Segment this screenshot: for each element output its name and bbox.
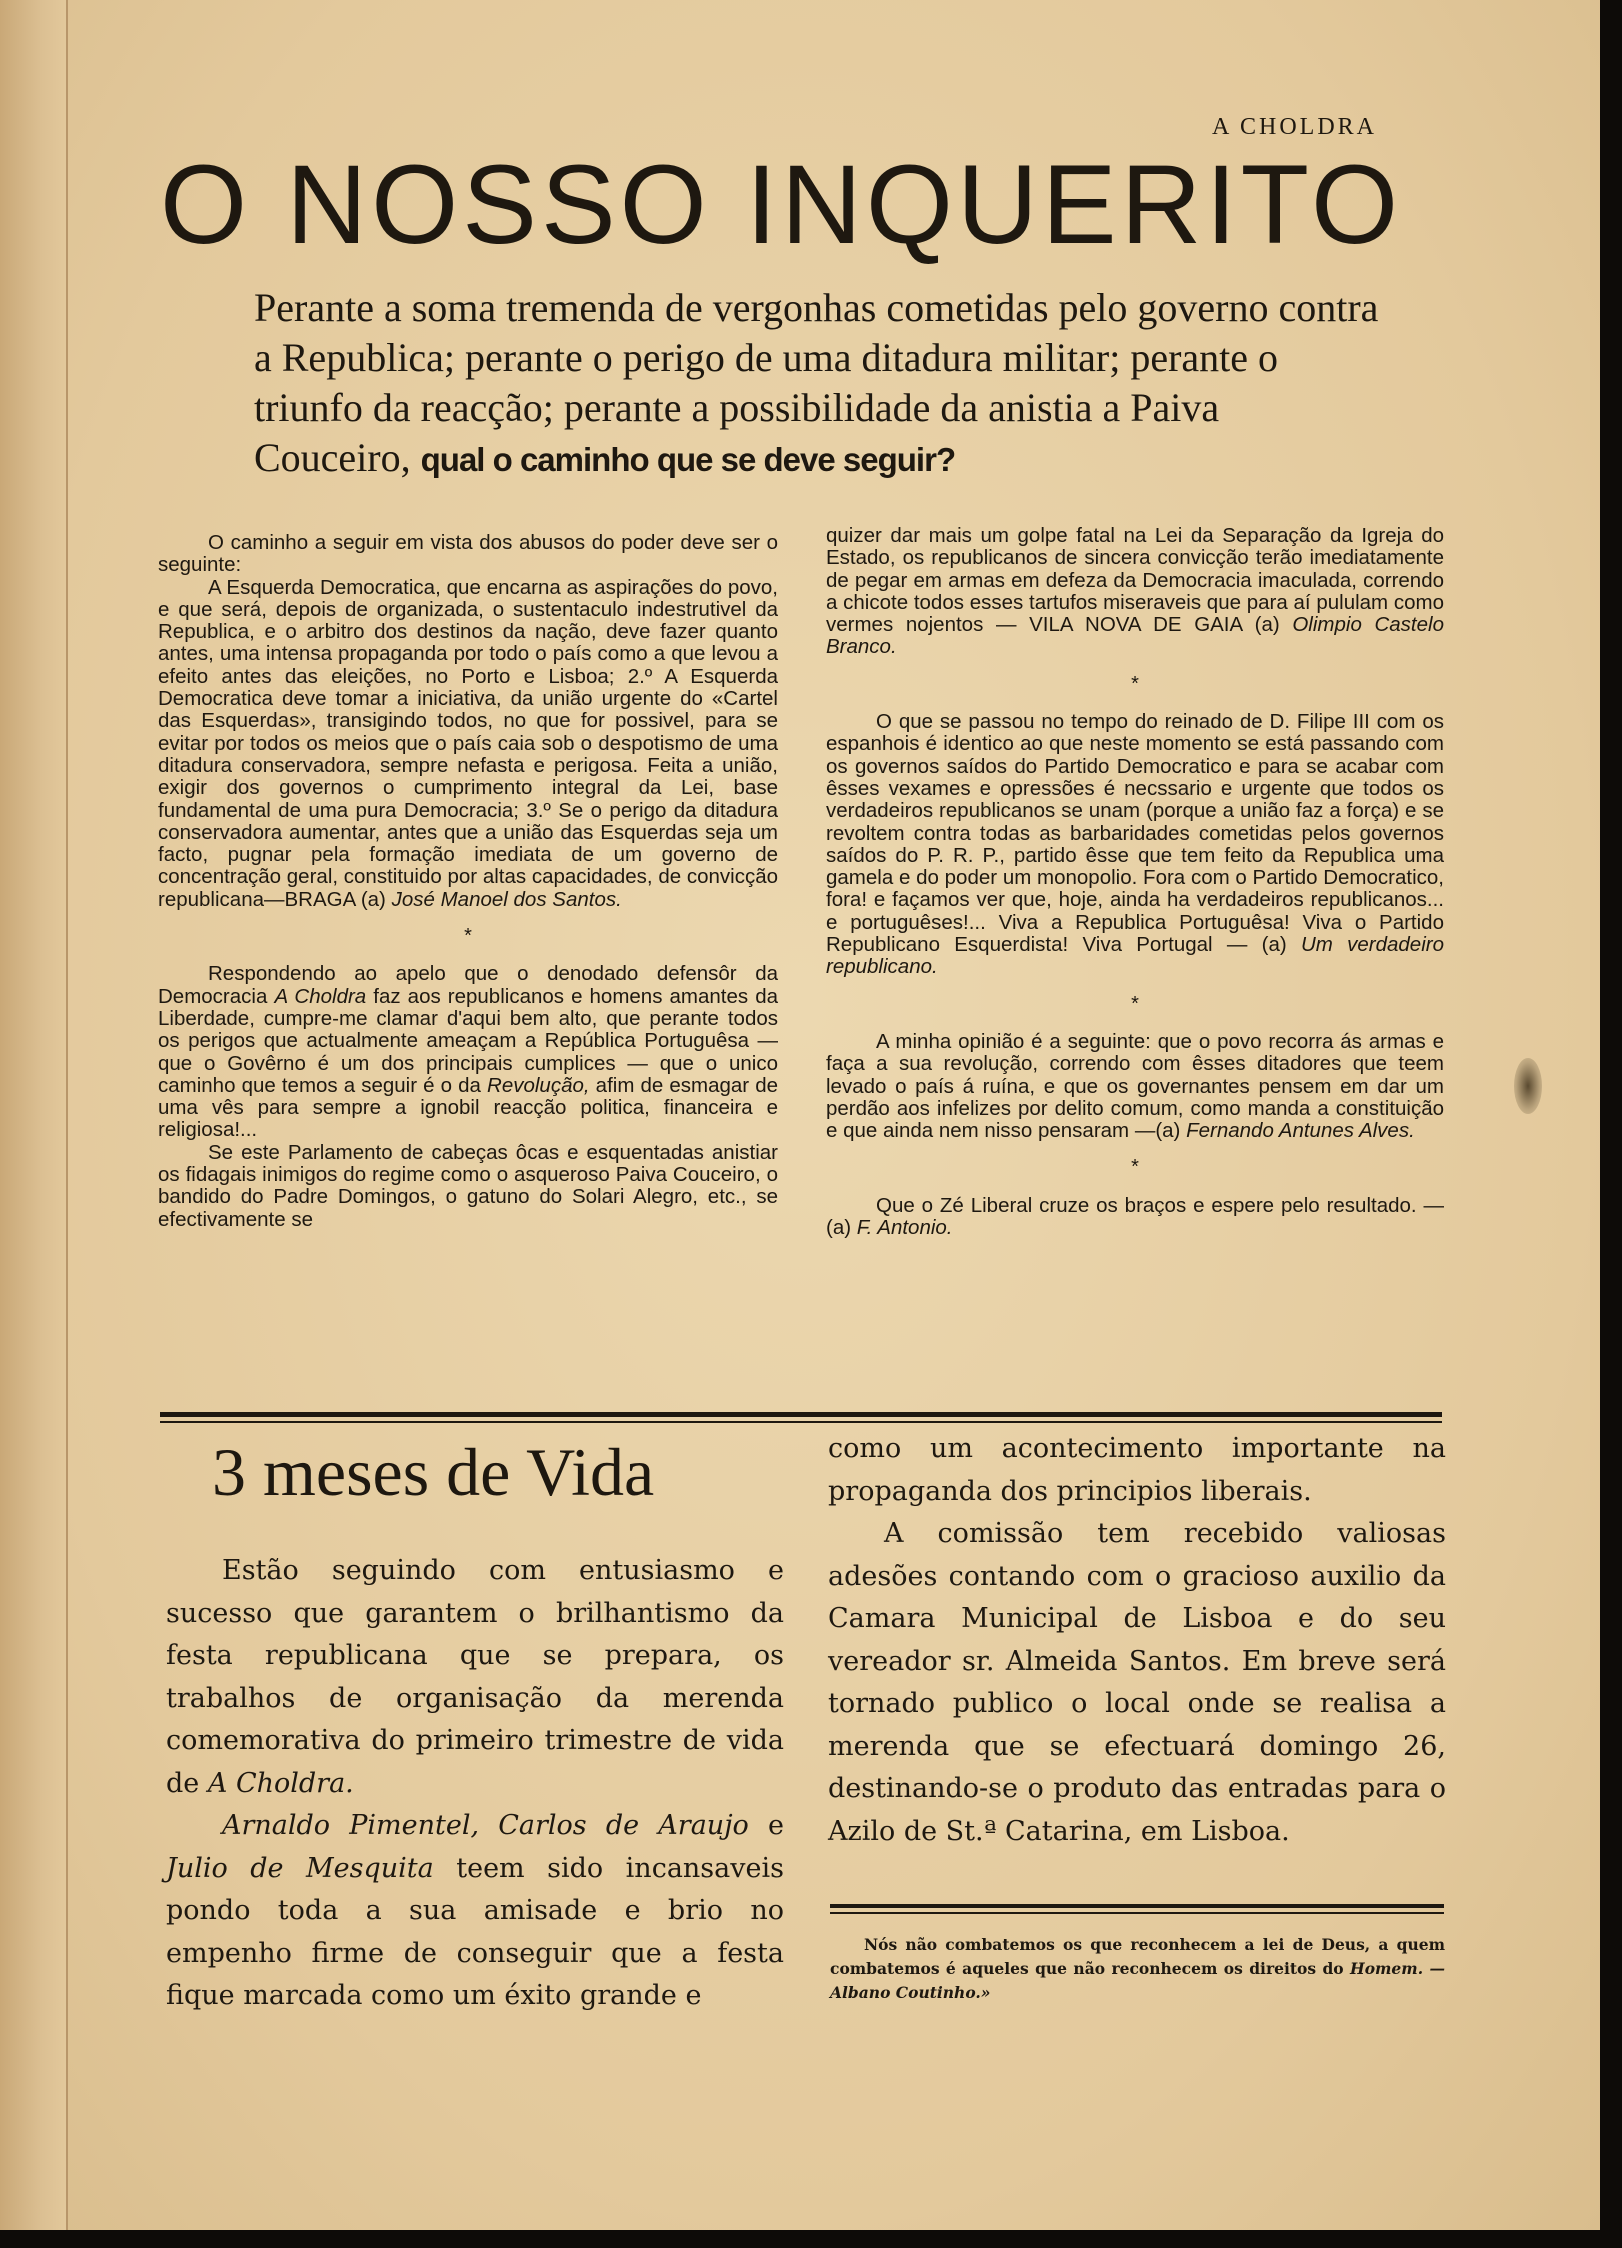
signature: Olimpio Castelo Branco.	[826, 613, 1444, 659]
article-paragraph: Se este Parlamento de cabeças ôcas e esquentadas anistiar os fidagais inimigos do regime como o asqueroso Paiva Couceiro, o bandido do Padre Domingos, o gatuno do Solari Alegro, etc., se efectivamente se	[158, 1140, 778, 1231]
section2-left-column	[166, 1550, 784, 2018]
paragraph-text: Que o Zé Liberal cruze os braços e espere pelo resultado. —(a)	[826, 1193, 1444, 1240]
section-star: *	[464, 925, 472, 948]
spine-fold-line	[66, 0, 68, 2230]
section-star: *	[1131, 1156, 1139, 1179]
signature: Um verdadeiro republicano.	[826, 933, 1444, 979]
emphasis: Revolução,	[487, 1073, 590, 1097]
signature: José Manoel dos Santos.	[391, 887, 622, 911]
lead-paragraph	[254, 283, 1384, 485]
article-paragraph: A comissão tem recebido valiosas adesões contando com o gracioso auxilio da Camara Municipal de Lisboa e do seu vereador sr. Almeida Santos. Em breve será tornado publico o local onde se realisa a merenda que se efectuará domingo 26, destinando-se o produto das entradas para o Azilo de St.ª Catarina, em Lisboa.	[828, 1518, 1446, 1847]
ink-smudge	[1514, 1058, 1542, 1114]
signature: Fernando Antunes Alves.	[1186, 1119, 1415, 1143]
article-paragraph	[826, 1031, 1444, 1142]
footer-quote	[830, 1933, 1445, 2005]
page-spine	[0, 0, 68, 2230]
article-paragraph	[826, 711, 1444, 979]
lead-question: qual o caminho que se deve seguir?	[420, 441, 956, 478]
names: Julio de Mesquita	[166, 1852, 434, 1884]
publication-reference: A Choldra	[274, 984, 367, 1008]
paragraph-text: Estão seguindo com entusiasmo e sucesso que garantem o brilhantismo da festa republicana que se prepara, os trabalhos de organisação da merenda comemorativa do primeiro trimestre de vida de	[166, 1555, 784, 1799]
article-paragraph	[166, 1550, 784, 1805]
paragraph-text: A Esquerda Democratica, que encarna as aspirações do povo, e que será, depois de organizada, o sustentaculo indestrutivel da Republica, e o arbitro dos destinos da nação, deve fazer quanto antes, uma intensa propaganda por todo o país como a que levou a efeito antes das eleições, no Porto e Lisboa; 2.º A Esquerda Democratica deve tomar a iniciativa, da união urgente do «Cartel das Esquerdas», transigindo todos, no que for possivel, para se evitar por todos os meios que o país caia sob o despotismo de uma ditadura conservadora, sempre nefasta e perigosa. Feita a união, exigir dos governos o cumprimento integral da Lei, base fundamental de uma pura Democracia; 3.º Se o perigo da ditadura conservadora aumentar, antes que a união das Esquerdas seja um facto, pugnar pela formação imediata de um governo de concentração geral, constituido por altas capacidades, de convicção republicana—BRAGA (a)	[158, 575, 778, 911]
article-paragraph	[158, 577, 778, 911]
conjunction: e	[768, 1810, 784, 1841]
section-divider-thin	[160, 1421, 1442, 1423]
paragraph-text: A minha opinião é a seguinte: que o povo recorra ás armas e faça a sua revolução, correndo com êsses ditadores que teem levado o país á ruína, e que os governantes pensem em dar um perdão aos infelizes por delito comum, como manda a constituição e que ainda nem nisso pensaram —(a)	[826, 1029, 1444, 1143]
article-paragraph: como um acontecimento importante na propaganda dos principios liberais.	[828, 1433, 1446, 1507]
article-paragraph	[826, 525, 1444, 659]
quote-text: Nós não combatemos os que reconhecem a lei de Deus, a quem combatemos é aqueles que não reconhecem os direitos do	[830, 1935, 1445, 1978]
article-paragraph	[826, 1195, 1444, 1240]
quote-attribution: Homem. — Albano Coutinho.»	[830, 1959, 1445, 2002]
section-title: 3 meses de Vida	[212, 1434, 655, 1510]
publication-name: A CHOLDRA	[1212, 114, 1378, 140]
left-column	[158, 532, 778, 1231]
page-title: O NOSSO INQUERITO	[160, 142, 1403, 267]
section2-right-column	[828, 1428, 1446, 1853]
publication-reference: A Choldra.	[207, 1767, 354, 1799]
article-paragraph: O caminho a seguir em vista dos abusos do poder deve ser o seguinte:	[158, 531, 778, 577]
section-star: *	[1131, 992, 1139, 1015]
article-paragraph	[158, 963, 778, 1141]
paragraph-text: quizer dar mais um golpe fatal na Lei da Separação da Igreja do Estado, os republicanos de sincera convicção terão imediatamente de pegar em armas em defeza da Democracia imaculada, correndo a chicote todos esses tartufos miseraveis que para aí pululam como vermes nojentos — VILA NOVA DE GAIA (a)	[826, 524, 1444, 637]
names: Arnaldo Pimentel, Carlos de Araujo	[222, 1810, 749, 1841]
section-divider-thick	[160, 1412, 1442, 1417]
article-paragraph	[166, 1805, 784, 2018]
lead-text: Perante a soma tremenda de vergonhas cometidas pelo governo contra a Republica; perante o perigo de uma ditadura militar; perante o triunfo da reacção; perante a possibilidade da anistia a Paiva Couceiro,	[254, 285, 1379, 480]
paragraph-text: O que se passou no tempo do reinado de D. Filipe III com os espanhois é identico ao que neste momento se está passando com os governos saídos do Partido Democratico e para se acabar com êsses vexames e opressões é necssario e urgente que todos os verdadeiros republicanos se unam (porque a união faz a força) e se revoltem contra todas as barbaridades cometidas pelos governos saídos do P. R. P., partido êsse que tem feito da Republica uma gamela e do poder um monopolio. Fora com o Partido Democratico, fora! e façamos ver que, hoje, ainda ha verdadeiros republicanos... e portuguêses!... Viva a Republica Portuguêsa! Viva o Partido Republicano Esquerdista! Viva Portugal — (a)	[826, 710, 1444, 957]
paragraph-text: faz aos republicanos e homens amantes da Liberdade, cumpre-me clamar d'aqui bem alto, que perante todos os perigos que actualmente ameaçam a República Portuguêsa — que o Govêrno é um dos principais cumplices — que o unico caminho que temos a seguir é o da	[158, 984, 778, 1097]
quote-divider-thick	[830, 1904, 1444, 1908]
section-star: *	[1131, 672, 1139, 695]
paragraph-text: teem sido incansaveis pondo toda a sua amisade e brio no empenho firme de conseguir que a festa fique marcada como um éxito grande e	[166, 1852, 784, 2011]
paragraph-text: afim de esmagar de uma vês para sempre a ignobil reacção politica, financeira e religiosa!...	[158, 1073, 779, 1142]
right-column	[826, 525, 1444, 1239]
paragraph-text: Respondendo ao apelo que o denodado defensôr da Democracia	[158, 962, 778, 1008]
signature: F. Antonio.	[856, 1216, 953, 1240]
quote-divider-thin	[830, 1912, 1444, 1914]
